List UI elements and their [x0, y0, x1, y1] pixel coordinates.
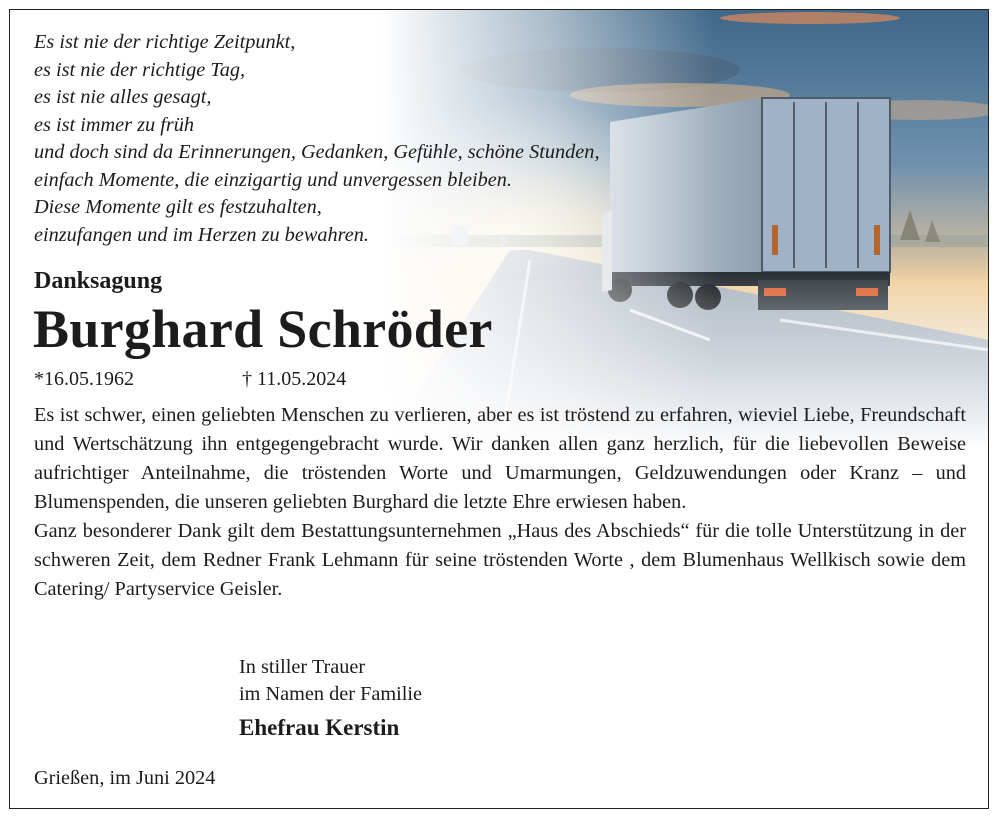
signature-line: im Namen der Familie: [239, 683, 423, 705]
poem-line: es ist immer zu früh: [34, 113, 195, 136]
place-date: Grießen, im Juni 2024: [34, 767, 216, 789]
life-dates: [34, 368, 347, 391]
signer-name: Ehefrau Kerstin: [239, 715, 400, 740]
paragraph: Ganz besonderer Dank gilt dem Bestattungsunternehmen „Haus des Abschieds“ für die tolle Unterstützung in der schweren Zeit, dem Redner Frank Lehmann für seine tröstenden Worte , dem Blumenhaus Wellkisch sowie dem Catering/ Partyservice Geisler.: [34, 520, 966, 600]
poem-line: Es ist nie der richtige Zeitpunkt,: [34, 31, 296, 53]
signature-line: In stiller Trauer: [239, 656, 366, 678]
poem-line: es ist nie der richtige Tag,: [34, 58, 246, 81]
deceased-name: Burghard Schröder: [33, 299, 493, 359]
birth-date: *16.05.1962: [34, 368, 134, 390]
death-date: † 11.05.2024: [242, 368, 347, 390]
poem-line: und doch sind da Erinnerungen, Gedanken, Gefühle, schöne Stunden,: [34, 141, 600, 163]
obituary-notice: [9, 9, 989, 809]
signature-block: [239, 654, 422, 741]
thank-you-text: [34, 401, 966, 604]
poem-line: Diese Momente gilt es festzuhalten,: [34, 196, 322, 218]
poem-line: einfach Momente, die einzigartig und unvergessen bleiben.: [34, 168, 512, 191]
notice-heading: Danksagung: [34, 268, 163, 294]
poem-line: einzufangen und im Herzen zu bewahren.: [34, 223, 369, 246]
paragraph: Es ist schwer, einen geliebten Menschen zu verlieren, aber es ist tröstend zu erfahren, wieviel Liebe, Freundschaft und Wertschätzung ihn entgegengebracht wurde. Wir danken allen ganz herzlich, für die liebevollen Beweise aufrichtiger Anteilnahme, die tröstenden Worte und Umarmungen, Geldzuwendungen oder Kranz – und Blumenspenden, die unseren geliebten Burghard die letzte Ehre erwiesen haben.: [34, 404, 966, 513]
poem: [34, 29, 600, 249]
poem-line: es ist nie alles gesagt,: [34, 86, 212, 108]
